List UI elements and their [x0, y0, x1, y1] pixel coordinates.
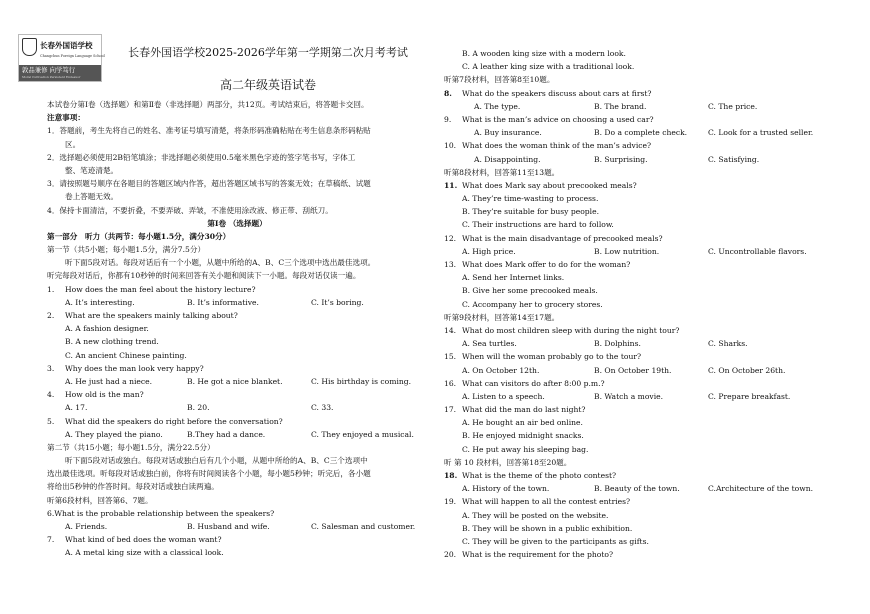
- option-c: C.Architecture of the town.: [708, 484, 813, 494]
- note-line: 区。: [65, 139, 81, 149]
- question-stem: What can visitors do after 8:00 p.m.?: [462, 378, 605, 388]
- option-a: A. 17.: [65, 403, 88, 413]
- question-stem: What is the theme of the photo contest?: [462, 471, 617, 480]
- question-number: 12.: [444, 233, 457, 243]
- question-number: 19.: [444, 497, 457, 507]
- question-7: [47, 533, 427, 546]
- question-19-option-b: [444, 522, 824, 535]
- option-c: C. On October 26th.: [708, 365, 786, 375]
- question-7-option-a: [47, 546, 427, 559]
- question-5-options: [47, 428, 427, 441]
- material-heading: 听第8段材料，回答第11至13题。: [444, 167, 560, 177]
- option-b: B. He enjoyed midnight snacks.: [462, 431, 584, 441]
- question-5: [47, 415, 427, 428]
- note-line: 卷上答题无效。: [65, 192, 119, 202]
- option-a: A. On October 12th.: [462, 365, 540, 375]
- option-c: C. An ancient Chinese painting.: [65, 350, 187, 360]
- question-20: [444, 548, 824, 561]
- option-b: B. Give her some precooked meals.: [462, 286, 598, 296]
- question-stem: How old is the man?: [65, 390, 144, 400]
- question-stem: What do most children sleep with during the night tour?: [462, 325, 680, 335]
- option-a: A. Listen to a speech.: [462, 391, 545, 401]
- section1-instructions: 听完每段对话后，你都有10秒钟的时间来回答有关小题和阅读下一小题。每段对话仅读一遍。: [47, 271, 361, 281]
- question-12: [444, 232, 824, 245]
- material-heading: 听第9段材料，回答第14至17题。: [444, 312, 560, 322]
- question-stem: What is the main disadvantage of precooked meals?: [462, 233, 663, 243]
- option-b: B. They’re suitable for busy people.: [462, 207, 599, 217]
- option-a: A. A fashion designer.: [65, 324, 149, 334]
- option-b: B. Husband and wife.: [187, 522, 270, 531]
- question-stem: What does the woman think of the man’s advice?: [462, 141, 652, 151]
- question-13-option-c: [444, 298, 824, 311]
- option-c: C. The price.: [708, 101, 758, 111]
- section1-heading: 第一节（共5小题；每小题1.5分，满分7.5分）: [47, 245, 206, 255]
- material-heading: 听第6段材料，回答第6、7题。: [47, 495, 153, 505]
- note-line: 2．选择题必须使用2B铅笔填涂；非选择题必须使用0.5毫米黑色字迹的签字笔书写，字体工: [47, 152, 356, 162]
- question-stem: What does Mark say about precooked meals?: [462, 180, 637, 190]
- question-19: [444, 495, 824, 508]
- question-18: [444, 469, 824, 482]
- question-3: [47, 362, 427, 375]
- question-13: [444, 258, 824, 271]
- question-14: [444, 324, 824, 337]
- option-c: C. They enjoyed a musical.: [311, 429, 414, 439]
- question-17: [444, 403, 824, 416]
- question-17-option-c: [444, 443, 824, 456]
- option-a: A. Sea turtles.: [462, 339, 517, 349]
- option-b: B. It’s informative.: [187, 297, 259, 307]
- question-stem: 6.What is the probable relationship between the speakers?: [47, 508, 275, 518]
- question-11-option-b: [444, 205, 824, 218]
- question-number: 7.: [47, 535, 55, 545]
- question-stem: What does Mark offer to do for the woman?: [462, 260, 631, 269]
- option-c: C. Uncontrollable flavors.: [708, 246, 807, 256]
- option-a: A. They’re time-wasting to process.: [462, 194, 599, 204]
- note-line: 整、笔迹清楚。: [65, 165, 119, 175]
- option-c: C. Accompany her to grocery stores.: [462, 299, 603, 309]
- question-2-option-a: [47, 322, 427, 335]
- option-b: B. Low nutrition.: [594, 246, 660, 256]
- question-3-options: [47, 375, 427, 388]
- question-number: 17.: [444, 405, 457, 415]
- question-number: 18.: [444, 471, 458, 480]
- option-a: A. The type.: [474, 101, 521, 111]
- question-16: [444, 377, 824, 390]
- option-a: A. History of the town.: [462, 484, 550, 494]
- option-a: A. It’s interesting.: [65, 297, 135, 307]
- option-b: B. A wooden king size with a modern look.: [462, 49, 626, 58]
- option-b: B.They had a dance.: [187, 429, 266, 439]
- question-6: [47, 507, 427, 520]
- question-stem: What is the requirement for the photo?: [462, 550, 614, 560]
- part-heading: 第一部分 听力（共两节：每小题1.5分，满分30分）: [47, 231, 231, 241]
- section2-instructions: 选出最佳选项。听每段对话或独白前，你将有时间阅读各个小题，每小题5秒钟；听完后，各小题: [47, 469, 371, 479]
- option-b: B. A new clothing trend.: [65, 337, 159, 347]
- section1-instructions: 听下面5段对话。每段对话后有一个小题，从题中所给的A、B、C三个选项中选出最佳选项。: [65, 258, 376, 268]
- question-8: [444, 87, 824, 100]
- question-number: 11.: [444, 180, 458, 190]
- question-18-options: [444, 482, 824, 495]
- question-number: 5.: [47, 416, 55, 426]
- option-b: B. Beauty of the town.: [594, 484, 680, 494]
- question-9: [444, 113, 824, 126]
- question-2-option-c: [47, 349, 427, 362]
- option-b: B. Do a complete check.: [594, 128, 688, 138]
- note-line: 1．答题前，考生先将自己的姓名、准考证号填写清楚，将条形码准确粘贴在考生信息条形码粘贴: [47, 126, 371, 136]
- option-b: B. On October 19th.: [594, 365, 672, 375]
- option-c: C. Salesman and customer.: [311, 522, 416, 531]
- option-c: C. A leather king size with a traditional look.: [462, 62, 635, 72]
- note-line: 3．请按照题号顺序在各题目的答题区域内作答，超出答题区域书写的答案无效；在草稿纸、试题: [47, 179, 371, 189]
- option-c: C. Look for a trusted seller.: [708, 128, 814, 138]
- question-17-option-b: [444, 429, 824, 442]
- option-a: A. He just had a niece.: [65, 376, 153, 386]
- question-14-options: [444, 337, 824, 350]
- option-c: C. Satisfying.: [708, 154, 760, 164]
- question-7-option-b: [444, 47, 824, 60]
- question-4: [47, 388, 427, 401]
- option-c: C. Sharks.: [708, 339, 748, 349]
- question-number: 20.: [444, 550, 457, 560]
- question-stem: What do the speakers discuss about cars at first?: [462, 88, 652, 98]
- question-9-options: [444, 126, 824, 139]
- question-16-options: [444, 390, 824, 403]
- option-b: B. Dolphins.: [594, 339, 641, 349]
- right-column: [444, 47, 824, 561]
- option-c: C. They will be given to the participants as gifts.: [462, 536, 649, 546]
- option-c: C. Prepare breakfast.: [708, 391, 791, 401]
- exam-subtitle: 高二年级英语试卷: [219, 78, 316, 92]
- left-column: [47, 98, 427, 560]
- question-number: 2.: [47, 311, 55, 320]
- option-a: A. He bought an air bed online.: [462, 418, 583, 428]
- option-c: C. He put away his sleeping bag.: [462, 444, 589, 454]
- option-a: A. High price.: [462, 246, 516, 256]
- option-a: A. They played the piano.: [65, 429, 163, 439]
- logo-motto-cn: 敦品兼修 向学笃行: [22, 66, 76, 74]
- option-a: A. Disappointing.: [474, 154, 541, 164]
- school-crest-icon: [22, 38, 37, 56]
- question-10-options: [444, 153, 824, 166]
- material-heading: 听第7段材料，回答第8至10题。: [444, 75, 555, 85]
- question-8-options: [444, 100, 824, 113]
- question-13-option-b: [444, 284, 824, 297]
- option-c: C. His birthday is coming.: [311, 376, 412, 386]
- option-a: A. Send her Internet links.: [462, 273, 565, 283]
- question-number: 14.: [444, 325, 457, 335]
- question-stem: When will the woman probably go to the tour?: [462, 352, 642, 362]
- question-7-option-c: [444, 60, 824, 73]
- question-13-option-a: [444, 271, 824, 284]
- option-b: B. Surprising.: [594, 154, 648, 164]
- question-1-options: [47, 296, 427, 309]
- question-11-option-c: [444, 218, 824, 231]
- question-stem: Why does the man look very happy?: [65, 363, 204, 373]
- question-number: 1.: [47, 284, 55, 294]
- question-12-options: [444, 245, 824, 258]
- question-19-option-a: [444, 509, 824, 522]
- section2-instructions: 将给出5秒钟的作答时间。每段对话或独白读两遍。: [47, 482, 219, 492]
- logo-motto-en: Moral Cultivation Persistent Endeavor: [22, 75, 81, 79]
- question-number: 3.: [47, 363, 55, 373]
- question-stem: What is the man’s advice on choosing a used car?: [462, 114, 654, 124]
- question-number: 15.: [444, 352, 457, 362]
- intro-text: 本试卷分第Ⅰ卷（选择题）和第Ⅱ卷（非选择题）两部分，共12页。考试结束后，将答题卡交回。: [47, 100, 369, 109]
- question-19-option-c: [444, 535, 824, 548]
- question-15-options: [444, 364, 824, 377]
- option-a: A. Friends.: [65, 522, 108, 531]
- option-b: B. He got a nice blanket.: [187, 376, 283, 386]
- question-stem: What will happen to all the contest entries?: [462, 497, 631, 507]
- option-a: A. A metal king size with a classical look.: [65, 548, 224, 558]
- question-stem: What are the speakers mainly talking about?: [65, 311, 238, 320]
- option-b: B. Watch a movie.: [594, 391, 664, 401]
- question-2: [47, 309, 427, 322]
- note-line: 4．保持卡面清洁，不要折叠，不要弄破、弄皱，不准使用涂改液、修正带、刮纸刀。: [47, 205, 333, 215]
- question-4-options: [47, 401, 427, 414]
- question-stem: What did the man do last night?: [462, 405, 586, 415]
- material-heading: 听 第 10 段材料，回答第18至20题。: [444, 457, 572, 467]
- option-c: C. It’s boring.: [311, 297, 364, 307]
- option-a: A. They will be posted on the website.: [462, 510, 609, 520]
- logo-name-en: Changchun Foreign Language School: [40, 54, 105, 58]
- question-6-options: [47, 520, 427, 533]
- question-number: 16.: [444, 378, 457, 388]
- exam-title: 长春外国语学校2025-2026学年第一学期第二次月考考试: [128, 46, 408, 59]
- question-stem: What kind of bed does the woman want?: [65, 535, 222, 545]
- question-17-option-a: [444, 416, 824, 429]
- question-number: 9.: [444, 114, 452, 124]
- option-b: B. 20.: [187, 403, 210, 413]
- logo-name-cn: 长春外国语学校: [40, 41, 93, 50]
- school-logo: [18, 34, 105, 82]
- option-c: C. Their instructions are hard to follow.: [462, 220, 614, 230]
- section2-heading: 第二节（共15小题；每小题1.5分，满分22.5分）: [47, 442, 215, 452]
- section2-instructions: 听下面5段对话或独白。每段对话或独白后有几个小题，从题中所给的A、B、C三个选项中: [65, 456, 368, 466]
- option-b: B. They will be shown in a public exhibition.: [462, 523, 633, 533]
- question-stem: How does the man feel about the history lecture?: [65, 284, 256, 294]
- question-1: [47, 283, 427, 296]
- question-11: [444, 179, 824, 192]
- question-stem: What did the speakers do right before the conversation?: [65, 416, 283, 426]
- question-15: [444, 350, 824, 363]
- question-11-option-a: [444, 192, 824, 205]
- option-a: A. Buy insurance.: [474, 128, 542, 138]
- volume-heading: 第Ⅰ卷 （选择题）: [207, 218, 267, 228]
- question-number: 13.: [444, 260, 457, 269]
- notes-heading: 注意事项：: [47, 113, 85, 123]
- option-b: B. The brand.: [594, 101, 647, 111]
- question-10: [444, 139, 824, 152]
- question-number: 4.: [47, 390, 55, 400]
- question-2-option-b: [47, 335, 427, 348]
- option-c: C. 33.: [311, 403, 334, 413]
- question-number: 10.: [444, 141, 457, 151]
- question-number: 8.: [444, 88, 452, 98]
